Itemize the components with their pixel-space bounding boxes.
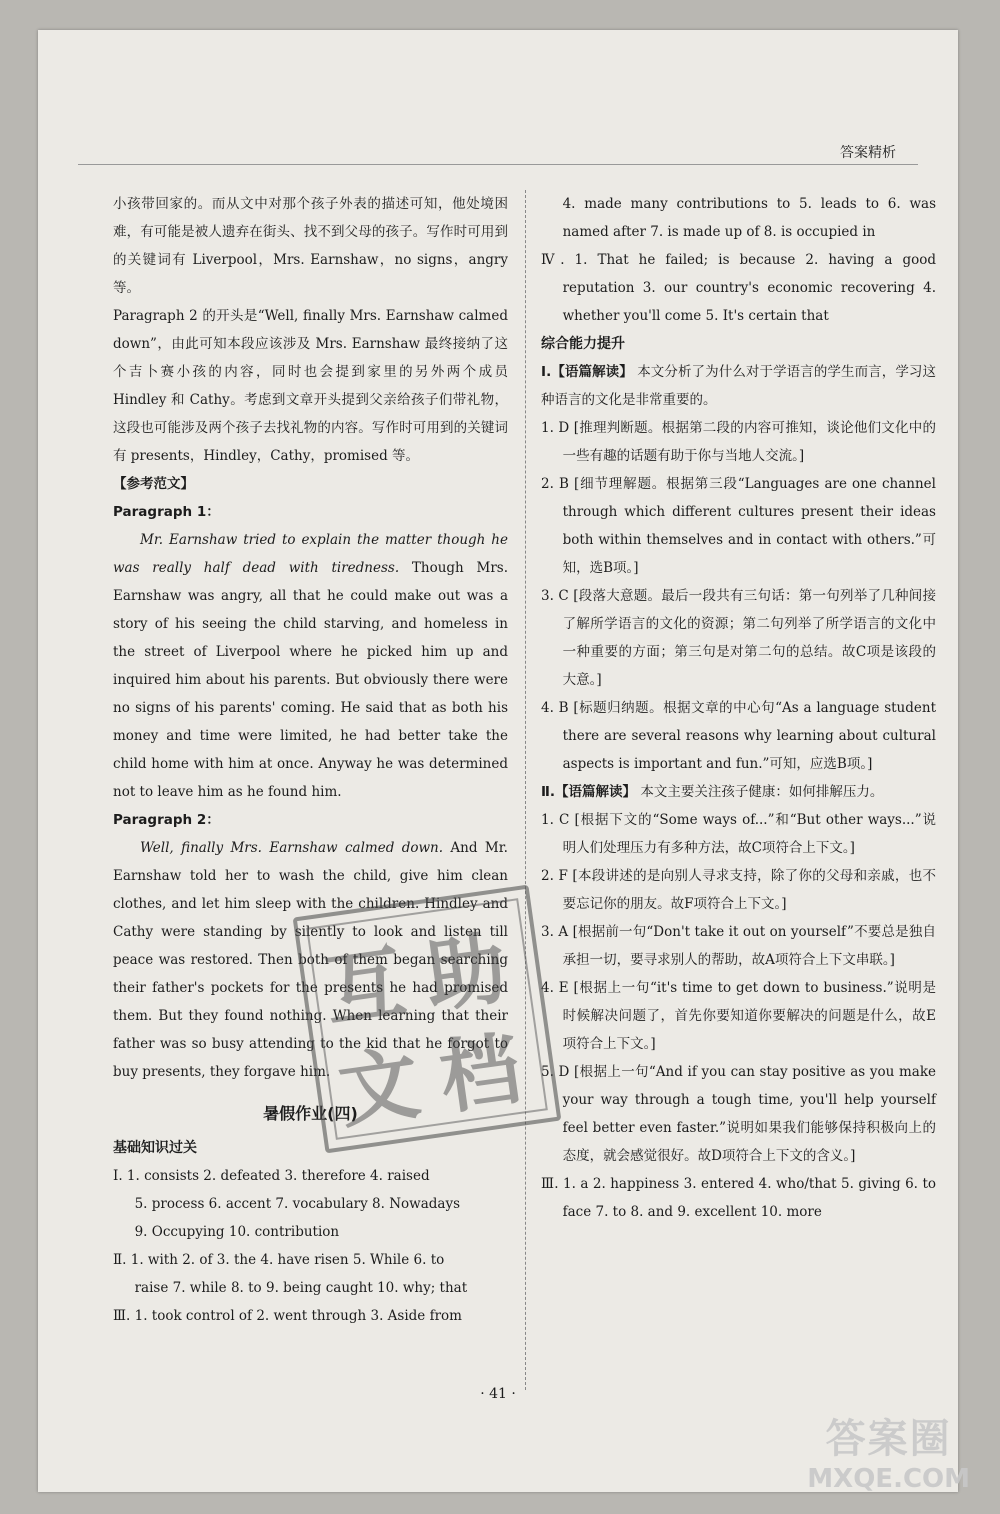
reading-1-head: Ⅰ.【语篇解读】 (541, 364, 633, 380)
answer-2-1: 1. C [根据下文的“Some ways of...”和“But other ways...”说明人们处理压力有多种方法，故C项符合上下文。] (541, 812, 936, 856)
homework-title: 暑假作业(四) (263, 1104, 358, 1123)
answer-1-4: 4. B [标题归纳题。根据文章的中心句“As a language student there are several reasons why learning about cultural aspects is important and fun.”可知，应选B项。] (541, 700, 936, 772)
paragraph-2-body: And Mr. Earnshaw told her to wash the child, give him clean clothes, and let him sleep with the children. Hindley and Cathy were standing by silently to look and listen till peace was restored. Then both of them began searching their father's pockets for the presents he had promised them. But they found nothing. When learning that their father was so busy attending to the kid that he forgot to buy presents, they forgave him. (113, 840, 508, 1080)
stamp-char: 档 (434, 1022, 527, 1126)
basic-answer-2: Ⅱ. 1. with 2. of 3. the 4. have risen 5. While 6. to (113, 1252, 445, 1268)
site-watermark (807, 1407, 970, 1494)
answer-2-4: 4. E [根据上一句“it's time to get down to business.”说明是时候解决问题了，首先你要知道你要解决的问题是什么，故E项符合上下文。] (541, 980, 936, 1052)
paragraph-2-opening: Well, finally Mrs. Earnshaw calmed down. (140, 840, 444, 856)
left-column (113, 190, 508, 1330)
answer-2-5: 5. D [根据上一句“And if you can stay positive as you make your way through a tough time, you'll help yourself feel better even faster.”说明如果我们能够保持积极向上的态度，就会感觉很好。故D项符合上下文的含义。] (541, 1064, 936, 1164)
paragraph-2-label: Paragraph 2： (113, 812, 220, 828)
basic-answer-4: Ⅳ. 1. That he failed; is because 2. having a good reputation 3. our country's economic recovering 4. whether you'll come 5. It's certain that (541, 252, 936, 324)
reading-2-body: 本文主要关注孩子健康：如何排解压力。 (636, 784, 884, 800)
document-page (38, 30, 958, 1492)
basic-answer-1: Ⅰ. 1. consists 2. defeated 3. therefore 4. raised (113, 1168, 430, 1184)
answer-2-3: 3. A [根据前一句“Don't take it out on yourself”不要总是独自承担一切，要寻求别人的帮助，故A项符合上下文串联。] (541, 924, 936, 968)
paragraph-1-body: Though Mrs. Earnshaw was angry, all that he could make out was a story of his seeing the child starving, and homeless in the street of Liverpool where he picked him up and inquired him about his parents. But obviously there were no signs of his parents' coming. He said that as both his money and time were limited, he had better take the child home with him at once. Anyway he was determined not to leave him as he found him. (113, 560, 508, 800)
basic-answer-1c: 9. Occupying 10. contribution (134, 1224, 340, 1240)
answer-3: Ⅲ. 1. a 2. happiness 3. entered 4. who/that 5. giving 6. to face 7. to 8. and 9. excellent 10. more (541, 1176, 936, 1220)
reading-2-head: Ⅱ.【语篇解读】 (541, 784, 637, 800)
basic-answer-1b: 5. process 6. accent 7. vocabulary 8. Nowadays (134, 1196, 460, 1212)
analysis-para-1: 小孩带回家的。而从文中对那个孩子外表的描述可知，他处境困难，有可能是被人遗弃在街头、找不到父母的孩子。写作时可用到的关键词有 Liverpool，Mrs. Earnshaw，no signs，angry 等。 (113, 196, 508, 296)
analysis-para-2: Paragraph 2 的开头是“Well, finally Mrs. Earnshaw calmed down”，由此可知本段应该涉及 Mrs. Earnshaw 最终接纳了这个吉卜赛小孩的内容，同时也会提到家里的另外两个成员 Hindley 和 Cathy。考虑到文章开头提到父亲给孩子们带礼物，这段也可能涉及两个孩子去找礼物的内容。写作时可用到的关键词有 presents，Hindley，Cathy，promised 等。 (113, 308, 508, 464)
watermark-logo-text: 答案圈 (825, 1416, 952, 1462)
stamp-char: 文 (333, 1036, 426, 1140)
reference-title: 【参考范文】 (113, 476, 194, 492)
section-header: 答案精析 (840, 145, 896, 161)
answer-2-2: 2. F [本段讲述的是向别人寻求支持，除了你的父母和亲戚，也不要忘记你的朋友。故F项符合上下文。] (541, 868, 936, 912)
basic-section-title: 基础知识过关 (113, 1140, 197, 1156)
header-rule (78, 164, 918, 165)
stamp-watermark (293, 885, 562, 1154)
answer-1-2: 2. B [细节理解题。根据第三段“Languages are one channel through which different cultures present their ideas both within themselves and in contact with others.”可知，选B项。] (541, 476, 936, 576)
paragraph-1-opening: Mr. Earnshaw tried to explain the matter though he was really half dead with tiredness. (113, 532, 508, 576)
column-divider (525, 190, 526, 1390)
stamp-char: 助 (419, 921, 513, 1025)
basic-answer-3b: 4. made many contributions to 5. leads to 6. was named after 7. is made up of 8. is occupied in (562, 196, 936, 240)
comprehensive-title: 综合能力提升 (541, 336, 625, 352)
paragraph-1-label: Paragraph 1： (113, 504, 220, 520)
basic-answer-2b: raise 7. while 8. to 9. being caught 10. why; that (134, 1280, 468, 1296)
reading-2-intro (541, 778, 936, 806)
basic-answer-3: Ⅲ. 1. took control of 2. went through 3. Aside from (113, 1308, 462, 1324)
watermark-url: MXQE.COM (807, 1464, 970, 1494)
right-column (541, 190, 936, 1226)
reading-1-intro (541, 358, 936, 414)
stamp-char: 互 (318, 935, 412, 1039)
answer-1-1: 1. D [推理判断题。根据第二段的内容可推知，谈论他们文化中的一些有趣的话题有助于你与当地人交流。] (541, 420, 936, 464)
reading-1-body: 本文分析了为什么对于学语言的学生而言，学习这种语言的文化是非常重要的。 (541, 364, 937, 408)
paragraph-1-text (113, 526, 508, 806)
answer-1-3: 3. C [段落大意题。最后一段共有三句话：第一句列举了几种间接了解所学语言的文化的资源；第二句列举了所学语言的文化中一种重要的方面；第三句是对第二句的总结。故C项是该段的大意。] (541, 588, 936, 688)
page-number: · 41 · (480, 1386, 516, 1402)
